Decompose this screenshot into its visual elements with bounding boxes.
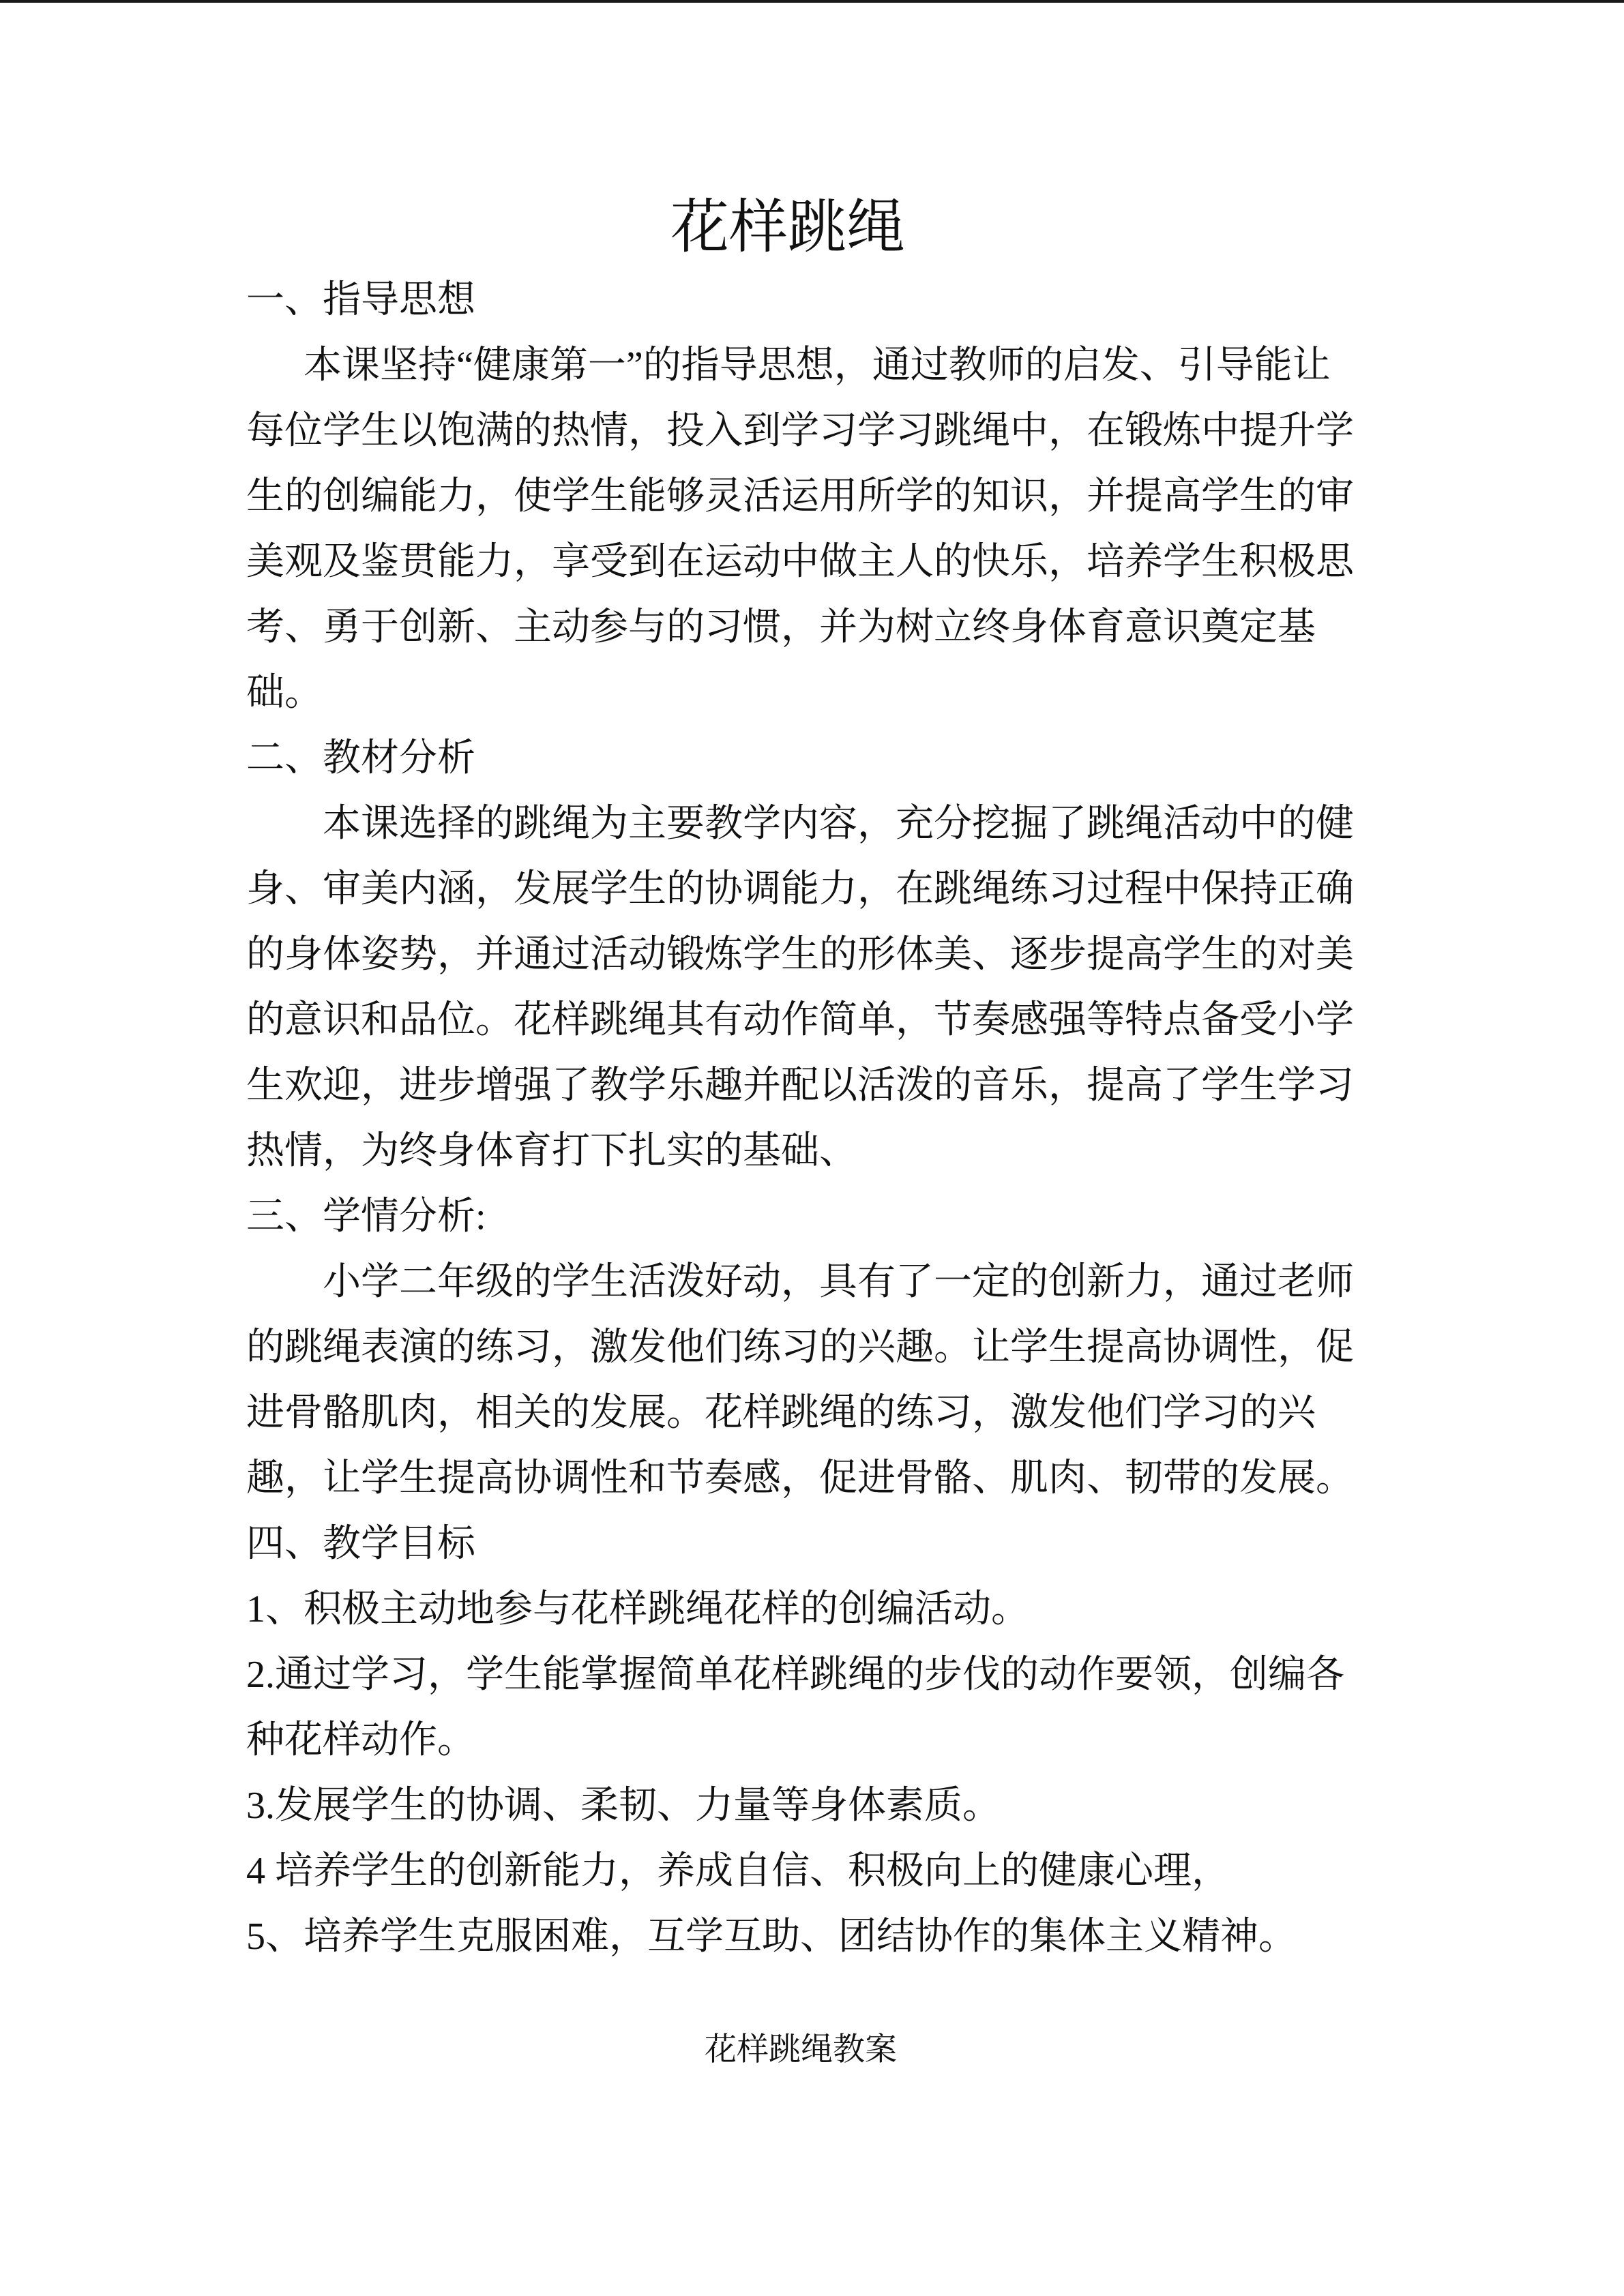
paragraph-line: 本课坚持“健康第一”的指导思想，通过教师的启发、引导能让 [304,344,1331,387]
paragraph-line: 生欢迎，进步增强了教学乐趣并配以活泼的音乐，提高了学生学习 [246,1064,1354,1107]
paragraph-line: 热情，为终身体育打下扎实的基础、 [246,1130,857,1172]
paragraph-line: 的身体姿势，并通过活动锻炼学生的形体美、逐步提高学生的对美 [246,934,1354,976]
paragraph-line: 趣，让学生提高协调性和节奏感，促进骨骼、肌肉、韧带的发展。 [246,1457,1354,1500]
section-material-analysis [246,726,1419,1184]
document-title: 花样跳绳 [670,194,905,260]
paragraph-line: 美观及鉴贯能力，享受到在运动中做主人的快乐，培养学生积极思 [246,541,1354,583]
document-body [246,267,1419,1969]
paragraph-line: 考、勇于创新、主动参与的习惯，并为树立终身体育意识奠定基 [246,606,1316,648]
objective-item-line: 5、培养学生克服困难，互学互助、团结协作的集体主义精神。 [246,1915,1297,1958]
heading-guiding-ideology: 一、指导思想 [246,279,475,321]
objective-item-line: 4 培养学生的创新能力，养成自信、积极向上的健康心理， [246,1850,1230,1892]
heading-learner-analysis: 三、学情分析: [246,1195,486,1238]
paragraph-line: 本课选择的跳绳为主要教学内容，充分挖掘了跳绳活动中的健 [323,803,1354,845]
paragraph-line: 的意识和品位。花样跳绳其有动作简单，节奏感强等特点备受小学 [246,999,1354,1041]
heading-material-analysis: 二、教材分析 [246,737,475,779]
paragraph-line: 每位学生以饱满的热情，投入到学习学习跳绳中，在锻炼中提升学 [246,410,1354,452]
objective-item-line: 1、积极主动地参与花样跳绳花样的创编活动。 [246,1588,1029,1630]
paragraph-line: 小学二年级的学生活泼好动，具有了一定的创新力，通过老师 [323,1261,1354,1303]
heading-teaching-objectives: 四、教学目标 [246,1523,475,1565]
section-learner-analysis [246,1184,1419,1511]
objective-item-line: 2.通过学习，学生能掌握简单花样跳绳的步伐的动作要领，创编各 [246,1654,1344,1696]
top-border-line [0,0,1624,3]
objective-item-line: 3.发展学生的协调、柔韧、力量等身体素质。 [246,1785,1001,1827]
objective-item-line: 种花样动作。 [246,1719,475,1761]
page-footer: 花样跳绳教案 [705,2032,897,2068]
paragraph-line: 生的创编能力，使学生能够灵活运用所学的知识，并提高学生的审 [246,475,1354,518]
paragraph-line: 础。 [246,672,323,714]
section-guiding-ideology [246,267,1419,726]
paragraph-line: 身、审美内涵，发展学生的协调能力，在跳绳练习过程中保持正确 [246,868,1354,910]
paragraph-line: 的跳绳表演的练习，激发他们练习的兴趣。让学生提高协调性，促 [246,1326,1354,1369]
section-teaching-objectives [246,1511,1419,1969]
paragraph-line: 进骨骼肌肉，相关的发展。花样跳绳的练习，激发他们学习的兴 [246,1392,1316,1434]
